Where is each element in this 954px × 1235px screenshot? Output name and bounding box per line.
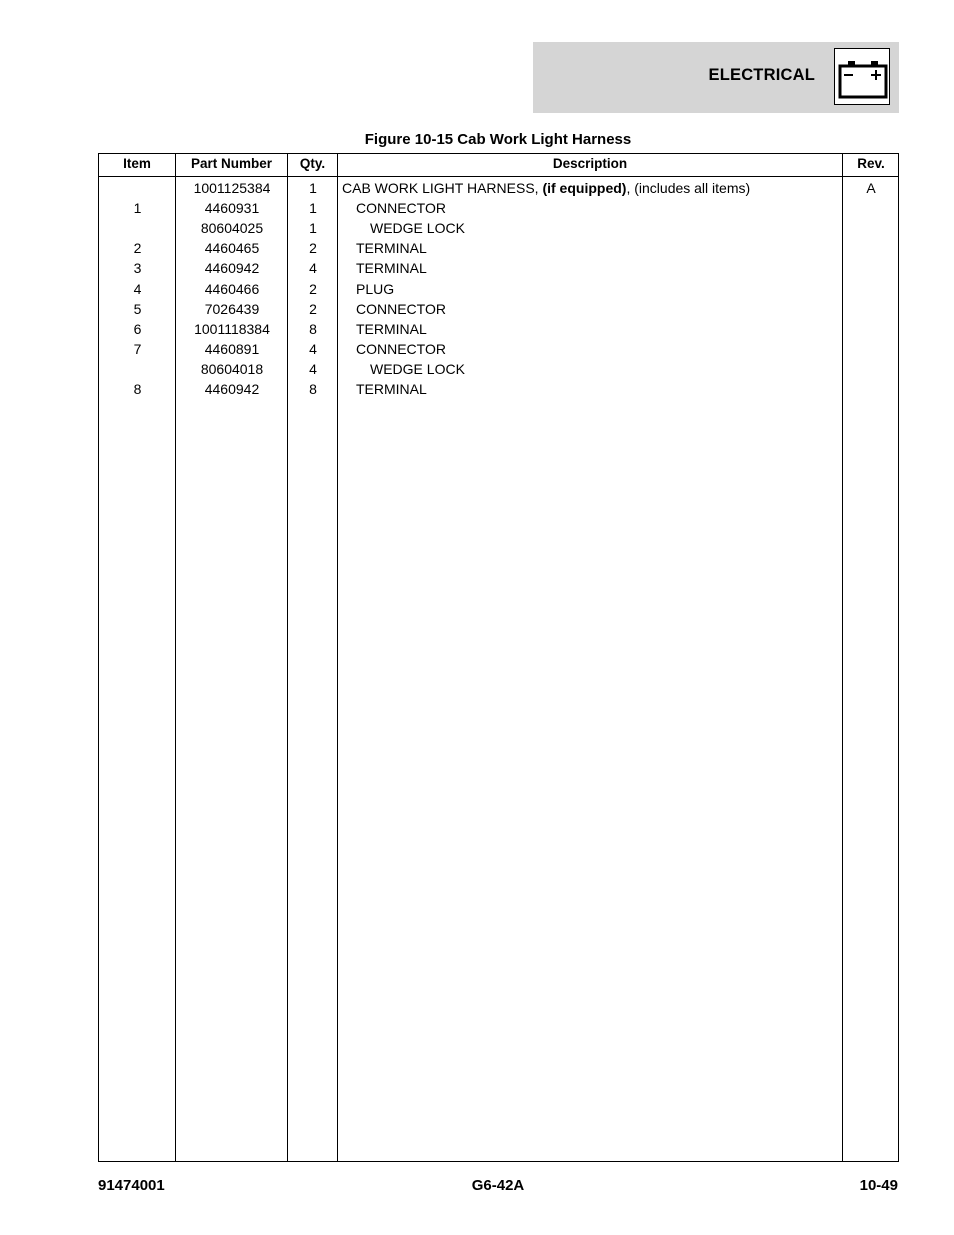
part-number-cell: 1001118384 [194, 320, 270, 337]
description-cell [342, 319, 856, 339]
qty-cell: 2 [309, 240, 317, 257]
description-text: CONNECTOR [356, 300, 446, 317]
description-text: WEDGE LOCK [370, 220, 465, 237]
footer-document-number: 91474001 [98, 1177, 165, 1194]
part-number-cell: 4460466 [204, 280, 260, 297]
part-number-cell: 4460891 [204, 340, 260, 357]
item-cell: 8 [133, 381, 142, 397]
item-cell: 4 [133, 280, 142, 297]
item-cell: 6 [133, 320, 142, 337]
table-row [99, 238, 898, 258]
section-header [533, 42, 899, 113]
description-text: CONNECTOR [356, 200, 446, 217]
description-cell [342, 379, 856, 399]
footer-model: G6-42A [471, 1177, 525, 1194]
column-header-description: Description [552, 156, 628, 171]
description-text: TERMINAL [356, 260, 427, 277]
column-header-rev: Rev. [857, 156, 885, 171]
table-row [99, 379, 898, 399]
description-note: , (includes all items) [626, 180, 751, 196]
table-row [99, 319, 898, 339]
rev-cell: A [866, 180, 876, 196]
footer-page-number: 10-49 [859, 1177, 898, 1194]
table-row [99, 339, 898, 359]
part-number-cell: 80604018 [200, 360, 264, 377]
description-text: TERMINAL [356, 240, 427, 257]
qty-cell: 8 [309, 381, 317, 397]
column-header-item: Item [123, 156, 151, 171]
item-cell: 2 [133, 240, 142, 257]
part-number-cell: 80604025 [200, 220, 264, 237]
description-cell [342, 258, 856, 278]
part-number-cell: 4460942 [204, 260, 260, 277]
header-divider [99, 176, 898, 177]
description-cell [342, 359, 870, 379]
description-text: TERMINAL [356, 320, 427, 337]
item-cell: 3 [133, 260, 142, 277]
part-number-cell: 4460942 [204, 381, 260, 397]
column-header-qty: Qty. [299, 156, 326, 171]
item-cell: 1 [133, 200, 142, 217]
description-emphasis: (if equipped) [542, 180, 627, 196]
qty-cell: 1 [309, 200, 317, 217]
table-row [99, 299, 898, 319]
table-row [99, 198, 898, 218]
description-cell [342, 178, 842, 198]
section-title: ELECTRICAL [708, 66, 815, 84]
part-number-cell: 4460465 [204, 240, 260, 257]
item-cell: 5 [133, 300, 142, 317]
qty-cell: 1 [309, 220, 317, 237]
table-row [99, 218, 898, 238]
qty-cell: 8 [309, 320, 317, 337]
part-number-cell: 4460931 [204, 200, 260, 217]
table-row [99, 258, 898, 278]
description-cell [342, 238, 856, 258]
qty-cell: 4 [309, 340, 317, 357]
item-cell: 7 [133, 340, 142, 357]
part-number-cell: 1001125384 [193, 180, 271, 196]
description-cell [342, 299, 856, 319]
parts-table [98, 153, 899, 1162]
description-text: CAB WORK LIGHT HARNESS, [342, 180, 543, 196]
description-cell [342, 218, 870, 238]
qty-cell: 4 [309, 260, 317, 277]
description-text: WEDGE LOCK [370, 360, 465, 377]
table-row [99, 359, 898, 379]
description-cell [342, 339, 856, 359]
column-header-part-number: Part Number [190, 156, 273, 171]
description-text: PLUG [356, 280, 395, 297]
qty-cell: 1 [309, 180, 317, 196]
table-row [99, 279, 898, 299]
part-number-cell: 7026439 [204, 300, 260, 317]
qty-cell: 2 [309, 300, 317, 317]
battery-icon [834, 48, 890, 105]
description-cell [342, 198, 856, 218]
description-cell [342, 279, 856, 299]
figure-title: Figure 10-15 Cab Work Light Harness [364, 131, 632, 148]
description-text: TERMINAL [356, 381, 427, 397]
table-row [99, 178, 898, 198]
description-text: CONNECTOR [356, 340, 446, 357]
qty-cell: 4 [309, 360, 317, 377]
qty-cell: 2 [309, 280, 317, 297]
